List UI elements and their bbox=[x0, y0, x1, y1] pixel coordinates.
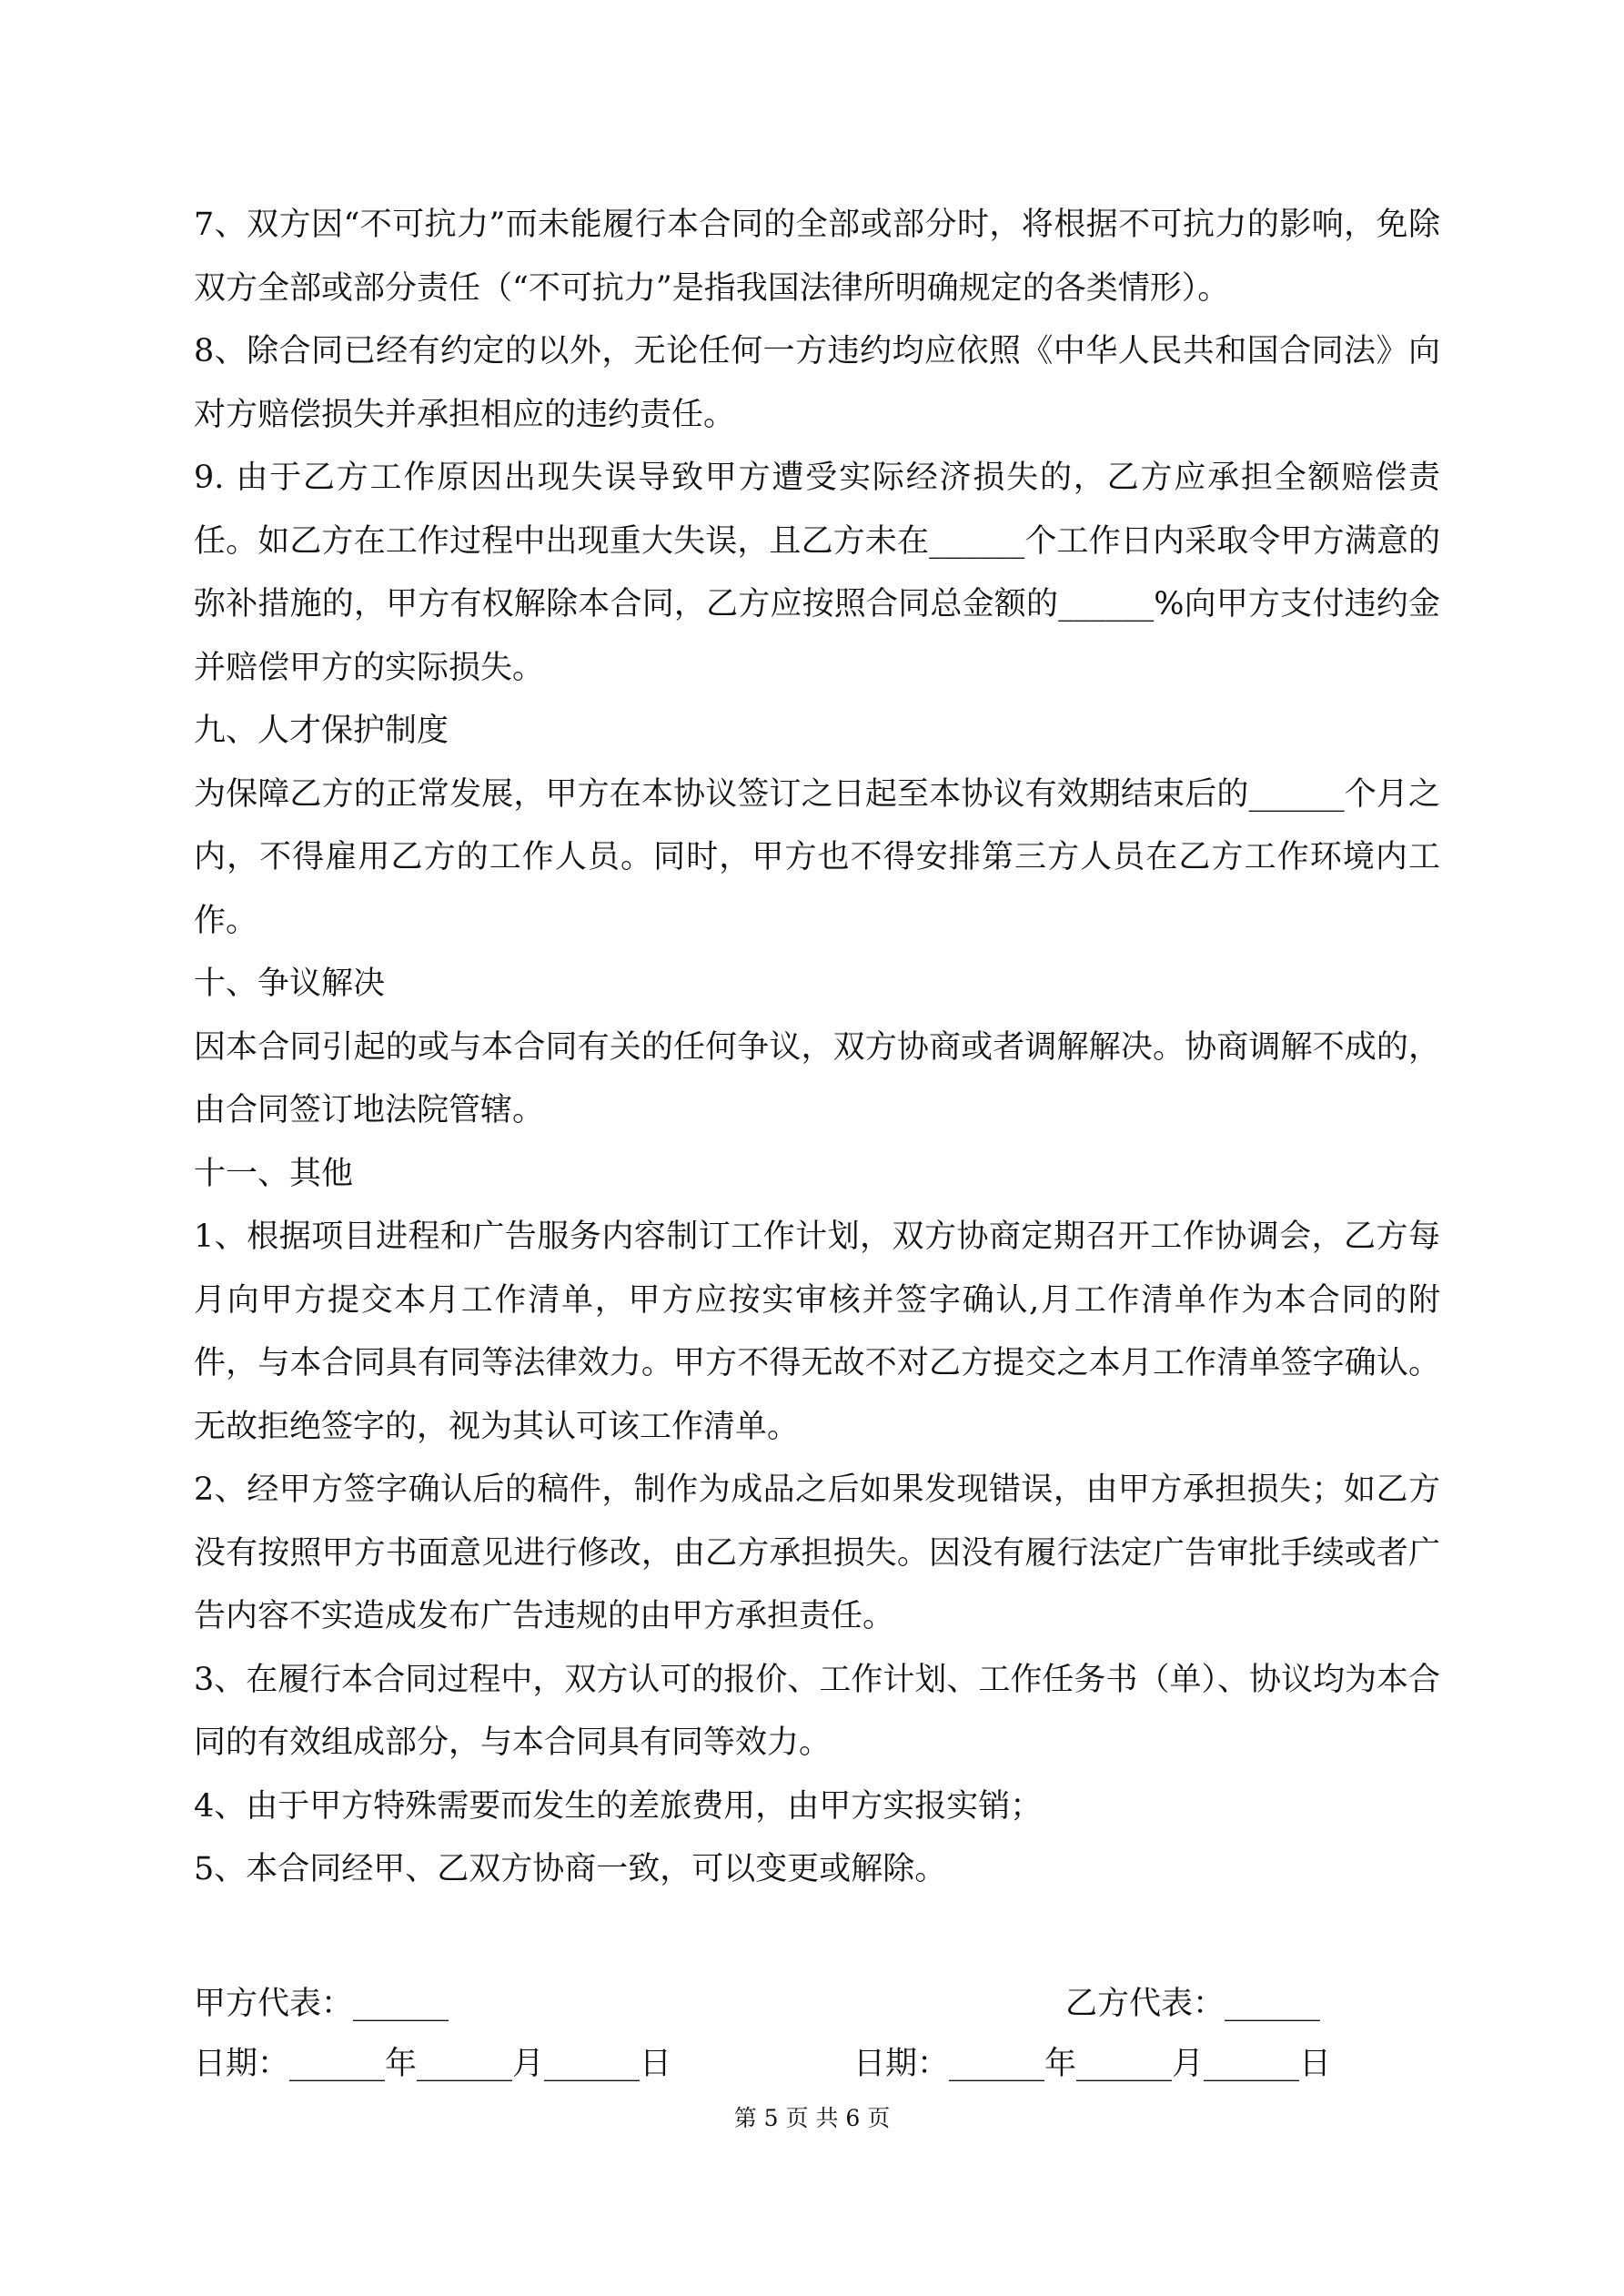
clause-8: 8、除合同已经有约定的以外，无论任何一方违约均应依照《中华人民共和国合同法》向对方赔偿损失并承担相应的违约责任。 bbox=[194, 333, 1440, 433]
other-clause-2: 2、经甲方签字确认后的稿件，制作为成品之后如果发现错误，由甲方承担损失；如乙方没有按照甲方书面意见进行修改，由乙方承担损失。因没有履行法定广告审批手续或者广告内容不实造成发布广告违规的由甲方承担责任。 bbox=[194, 1472, 1440, 1634]
talent-protection-text: 为保障乙方的正常发展，甲方在本协议签订之日起至本协议有效期结束后的______个月之内，不得雇用乙方的工作人员。同时，甲方也不得安排第三方人员在乙方工作环境内工作。 bbox=[194, 775, 1440, 939]
signature-rep-row bbox=[194, 1977, 1440, 2031]
party-b-date: 日期：______年______月______日 bbox=[853, 2046, 1332, 2082]
party-a-date: 日期：______年______月______日 bbox=[194, 2046, 672, 2082]
section-heading-talent-protection: 九、人才保护制度 bbox=[194, 713, 449, 749]
clause-7: 7、双方因“不可抗力”而未能履行本合同的全部或部分时，将根据不可抗力的影响，免除双方全部或部分责任（“不可抗力”是指我国法律所明确规定的各类情形）。 bbox=[194, 207, 1440, 307]
other-clause-1: 1、根据项目进程和广告服务内容制订工作计划，双方协商定期召开工作协调会，乙方每月向甲方提交本月工作清单，甲方应按实审核并签字确认,月工作清单作为本合同的附件，与本合同具有同等法律效力。甲方不得无故不对乙方提交之本月工作清单签字确认。无故拒绝签字的，视为其认可该工作清单。 bbox=[194, 1219, 1440, 1445]
section-heading-dispute: 十、争议解决 bbox=[194, 966, 386, 1002]
other-clause-4: 4、由于甲方特殊需要而发生的差旅费用，由甲方实报实销； bbox=[194, 1787, 1043, 1825]
other-clause-3: 3、在履行本合同过程中，双方认可的报价、工作计划、工作任务书（单）、协议均为本合同的有效组成部分，与本合同具有同等效力。 bbox=[194, 1661, 1440, 1761]
party-a-representative: 甲方代表：______ bbox=[194, 1986, 449, 2022]
dispute-text: 因本合同引起的或与本合同有关的任何争议，双方协商或者调解解决。协商调解不成的，由合同签订地法院管辖。 bbox=[194, 1028, 1440, 1128]
party-b-representative: 乙方代表：______ bbox=[1065, 1986, 1321, 2022]
section-heading-other: 十一、其他 bbox=[194, 1155, 354, 1192]
signature-date-row bbox=[194, 2037, 1440, 2091]
page-number: 第 5 页 共 6 页 bbox=[733, 2105, 891, 2131]
contract-body bbox=[194, 194, 1440, 1902]
clause-9: 9. 由于乙方工作原因出现失误导致甲方遭受实际经济损失的，乙方应承担全额赔偿责任。如乙方在工作过程中出现重大失误，且乙方未在______个工作日内采取令甲方满意的弥补措施的，甲方有权解除本合同，乙方应按照合同总金额的______%向甲方支付违约金并赔偿甲方的实际损失。 bbox=[194, 460, 1440, 686]
other-clause-5: 5、本合同经甲、乙双方协商一致，可以变更或解除。 bbox=[194, 1851, 947, 1887]
